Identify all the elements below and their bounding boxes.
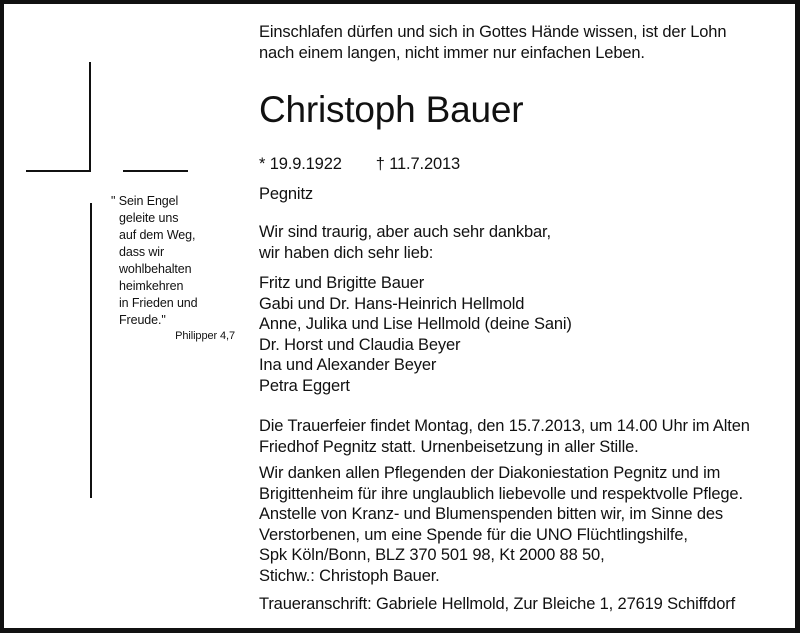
thanks-line: Wir danken allen Pflegenden der Diakoniestation Pegnitz und im [259, 464, 721, 482]
quote-line: dass wir [119, 245, 165, 259]
cross-horizontal-right-line [123, 170, 188, 172]
motto-line: nach einem langen, nicht immer nur einfachen Leben. [259, 43, 645, 62]
motto-line: Einschlafen dürfen und sich in Gottes Hände wissen, ist der Lohn [259, 23, 727, 41]
place: Pegnitz [259, 184, 313, 203]
obituary-notice [4, 4, 795, 628]
sad-text-line: wir haben dich sehr lieb: [259, 243, 434, 262]
quote-line: heimkehren [119, 279, 184, 293]
ceremony-line: Die Trauerfeier findet Montag, den 15.7.2013, um 14.00 Uhr im Alten [259, 417, 750, 435]
sad-text-line: Wir sind traurig, aber auch sehr dankbar, [259, 223, 551, 241]
quote-line: wohlbehalten [119, 262, 192, 276]
cross-horizontal-left-line [26, 170, 91, 172]
cross-vertical-line [89, 62, 91, 172]
cross-lower-vertical-line [90, 203, 92, 498]
ceremony-line: Friedhof Pegnitz statt. Urnenbeisetzung in aller Stille. [259, 437, 639, 456]
quote-line: Freude." [119, 313, 166, 327]
thanks-line: Verstorbenen, um eine Spende für die UNO Flüchtlingshilfe, [259, 525, 688, 544]
life-dates [259, 154, 799, 175]
mourner: Petra Eggert [259, 376, 350, 395]
obituary-main-text [259, 22, 799, 615]
death-date: † 11.7.2013 [375, 155, 461, 173]
thanks-line: Brigittenheim für ihre unglaublich liebevolle und respektvolle Pflege. [259, 484, 743, 503]
thanks-line: Spk Köln/Bonn, BLZ 370 501 98, Kt 2000 88 50, [259, 546, 605, 564]
quote-source: Philipper 4,7 [175, 330, 235, 342]
birth-date: * 19.9.1922 [259, 155, 342, 173]
mourner: Anne, Julika und Lise Hellmold (deine Sani) [259, 315, 572, 333]
thanks-donation-info [259, 463, 799, 586]
thanks-line: Stichw.: Christoph Bauer. [259, 566, 440, 585]
mourning-address: Traueranschrift: Gabriele Hellmold, Zur Bleiche 1, 27619 Schiffdorf [259, 595, 736, 613]
quote-line: " Sein Engel [111, 194, 179, 208]
mourner: Gabi und Dr. Hans-Heinrich Hellmold [259, 294, 525, 313]
quote-line: geleite uns [119, 211, 179, 225]
mourner: Dr. Horst und Claudia Beyer [259, 335, 461, 354]
mourner: Fritz und Brigitte Bauer [259, 274, 425, 292]
deceased-name: Christoph Bauer [259, 89, 524, 130]
motto [259, 22, 799, 63]
mourners-list [259, 273, 799, 396]
thanks-line: Anstelle von Kranz- und Blumenspenden bitten wir, im Sinne des [259, 505, 723, 523]
quote-line: auf dem Weg, [119, 228, 196, 242]
mourner: Ina und Alexander Beyer [259, 356, 437, 374]
bible-quote [111, 193, 241, 344]
ceremony-info [259, 416, 799, 457]
sad-text [259, 222, 799, 263]
quote-line: in Frieden und [119, 296, 198, 310]
